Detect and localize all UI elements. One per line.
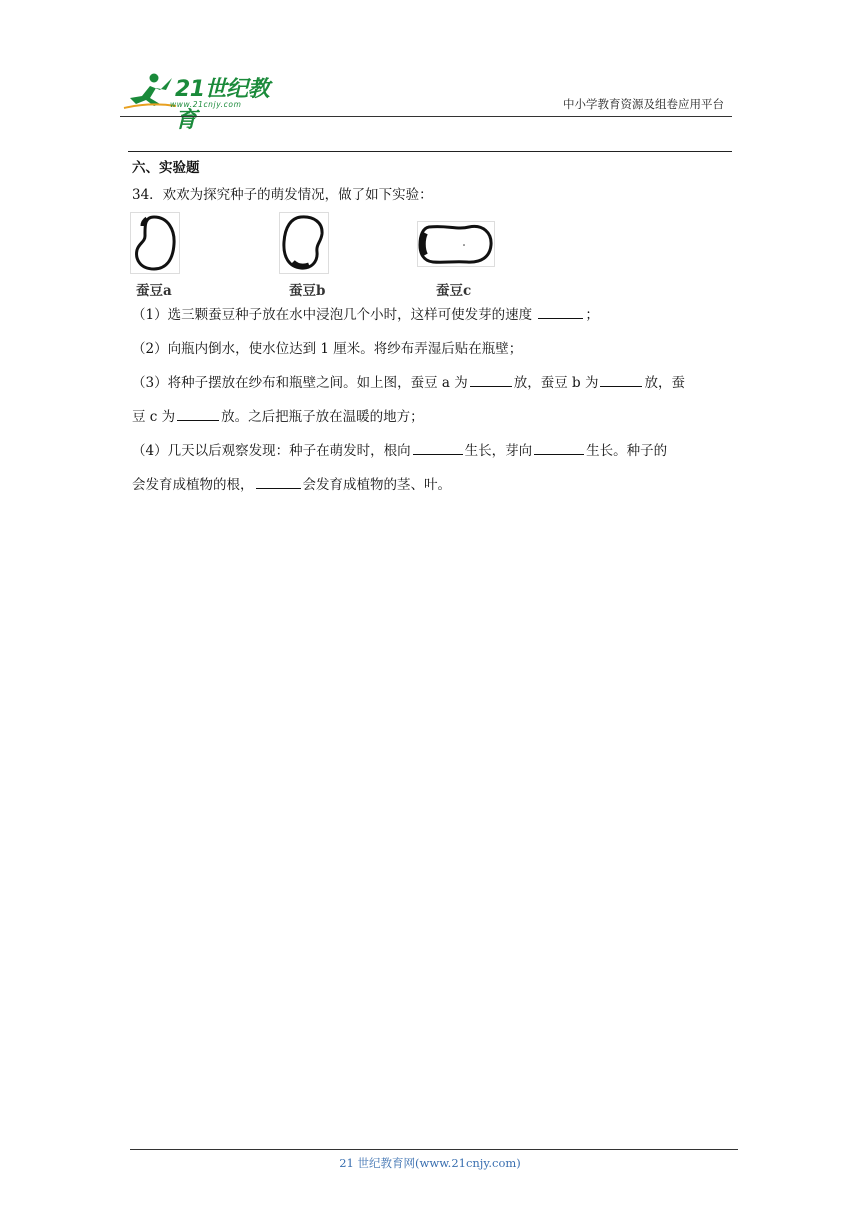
bean-a-image [130, 212, 180, 274]
blank-root-direction[interactable] [413, 440, 463, 455]
blank-bean-c[interactable] [177, 406, 219, 421]
item-3-text-c: 放，蚕 [644, 375, 685, 391]
logo-url: www.21cnjy.com [170, 100, 242, 109]
item-4-text-c: 生长。种子的 [586, 443, 668, 459]
footer-divider [130, 1149, 738, 1150]
item-4-text-a: （4）几天以后观察发现：种子在萌发时，根向 [132, 443, 411, 459]
item-3-text-e: 放。之后把瓶子放在温暖的地方； [221, 409, 424, 425]
bean-a-label: 蚕豆a [136, 283, 172, 299]
footer-text: 21 世纪教育网(www.21cnjy.com) [339, 1156, 521, 1170]
blank-seed-part[interactable] [256, 474, 301, 489]
logo-text: 21世纪教育 [175, 77, 270, 133]
section-divider [128, 151, 732, 152]
blank-speed[interactable] [538, 304, 583, 319]
platform-name: 中小学教育资源及组卷应用平台 [563, 97, 724, 111]
item-3-text-a: （3）将种子摆放在纱布和瓶壁之间。如上图，蚕豆 a 为 [132, 375, 468, 391]
item-2: （2）向瓶内倒水，使水位达到 1 厘米。将纱布弄湿后贴在瓶壁； [132, 341, 523, 357]
item-1-end: ； [585, 307, 599, 323]
item-1-text: （1）选三颗蚕豆种子放在水中浸泡几个小时，这样可使发芽的速度 [132, 307, 533, 323]
bean-b-label: 蚕豆b [289, 283, 326, 299]
bean-c-image [417, 221, 495, 267]
bean-c-label: 蚕豆c [436, 283, 472, 299]
item-1 [132, 298, 732, 332]
item-3-text-b: 放，蚕豆 b 为 [513, 375, 599, 391]
blank-sprout-direction[interactable] [534, 440, 584, 455]
item-4-text-d: 会发育成植物的根， [132, 477, 254, 493]
blank-bean-b[interactable] [600, 372, 642, 387]
header-divider [120, 116, 732, 117]
page-header [120, 68, 732, 133]
question-stem: 34．欢欢为探究种子的萌发情况，做了如下实验： [132, 187, 433, 203]
item-4-text-e: 会发育成植物的茎、叶。 [302, 477, 451, 493]
blank-bean-a[interactable] [470, 372, 512, 387]
bean-b-image [279, 212, 329, 274]
item-3 [132, 366, 732, 434]
item-3-text-d: 豆 c 为 [132, 409, 176, 425]
item-4 [132, 434, 732, 502]
section-title: 六、实验题 [132, 160, 200, 176]
site-logo [120, 68, 290, 133]
item-4-text-b: 生长，芽向 [464, 443, 533, 459]
